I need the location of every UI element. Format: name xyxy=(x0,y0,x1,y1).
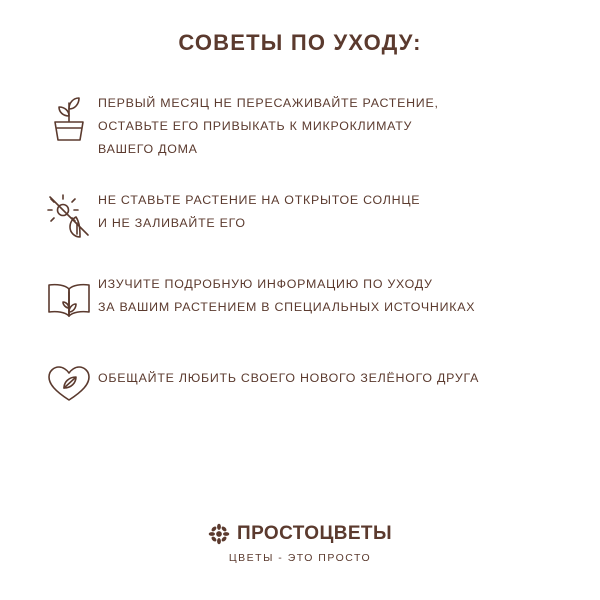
tip-line: ИЗУЧИТЕ ПОДРОБНУЮ ИНФОРМАЦИЮ ПО УХОДУ xyxy=(98,276,433,291)
heart-leaf-icon xyxy=(40,355,98,413)
tip-line: НЕ СТАВЬТЕ РАСТЕНИЕ НА ОТКРЫТОЕ СОЛНЦЕ xyxy=(98,192,421,207)
tip-line: ОБЕЩАЙТЕ ЛЮБИТЬ СВОЕГО НОВОГО ЗЕЛЁНОГО ДРУГА xyxy=(98,370,480,385)
list-item-text xyxy=(98,187,572,235)
list-item-text xyxy=(98,271,572,319)
list-item-text xyxy=(98,355,572,390)
brand-name: ПРОСТОЦВЕТЫ xyxy=(237,523,392,544)
tip-line: ЗА ВАШИМ РАСТЕНИЕМ В СПЕЦИАЛЬНЫХ ИСТОЧНИКАХ xyxy=(98,299,476,314)
list-item xyxy=(40,90,572,161)
flower-logo-icon xyxy=(208,523,230,545)
page-title: СОВЕТЫ ПО УХОДУ: xyxy=(178,30,422,55)
tip-line: ОСТАВЬТЕ ЕГО ПРИВЫКАТЬ К МИКРОКЛИМАТУ xyxy=(98,118,413,133)
tip-line: ПЕРВЫЙ МЕСЯЦ НЕ ПЕРЕСАЖИВАЙТЕ РАСТЕНИЕ, xyxy=(98,96,439,110)
tip-line: ВАШЕГО ДОМА xyxy=(98,141,198,156)
brand-tagline: ЦВЕТЫ - ЭТО ПРОСТО xyxy=(228,552,372,564)
open-book-icon xyxy=(40,271,98,329)
list-item xyxy=(40,187,572,245)
tip-line: И НЕ ЗАЛИВАЙТЕ ЕГО xyxy=(98,215,246,230)
brand-lockup xyxy=(0,523,600,545)
list-item xyxy=(40,271,572,329)
no-sun-icon xyxy=(40,187,98,245)
potted-plant-icon xyxy=(40,90,98,148)
footer xyxy=(0,523,600,564)
list-item-text xyxy=(98,90,572,161)
list-item xyxy=(40,355,572,413)
tips-list xyxy=(0,90,600,413)
